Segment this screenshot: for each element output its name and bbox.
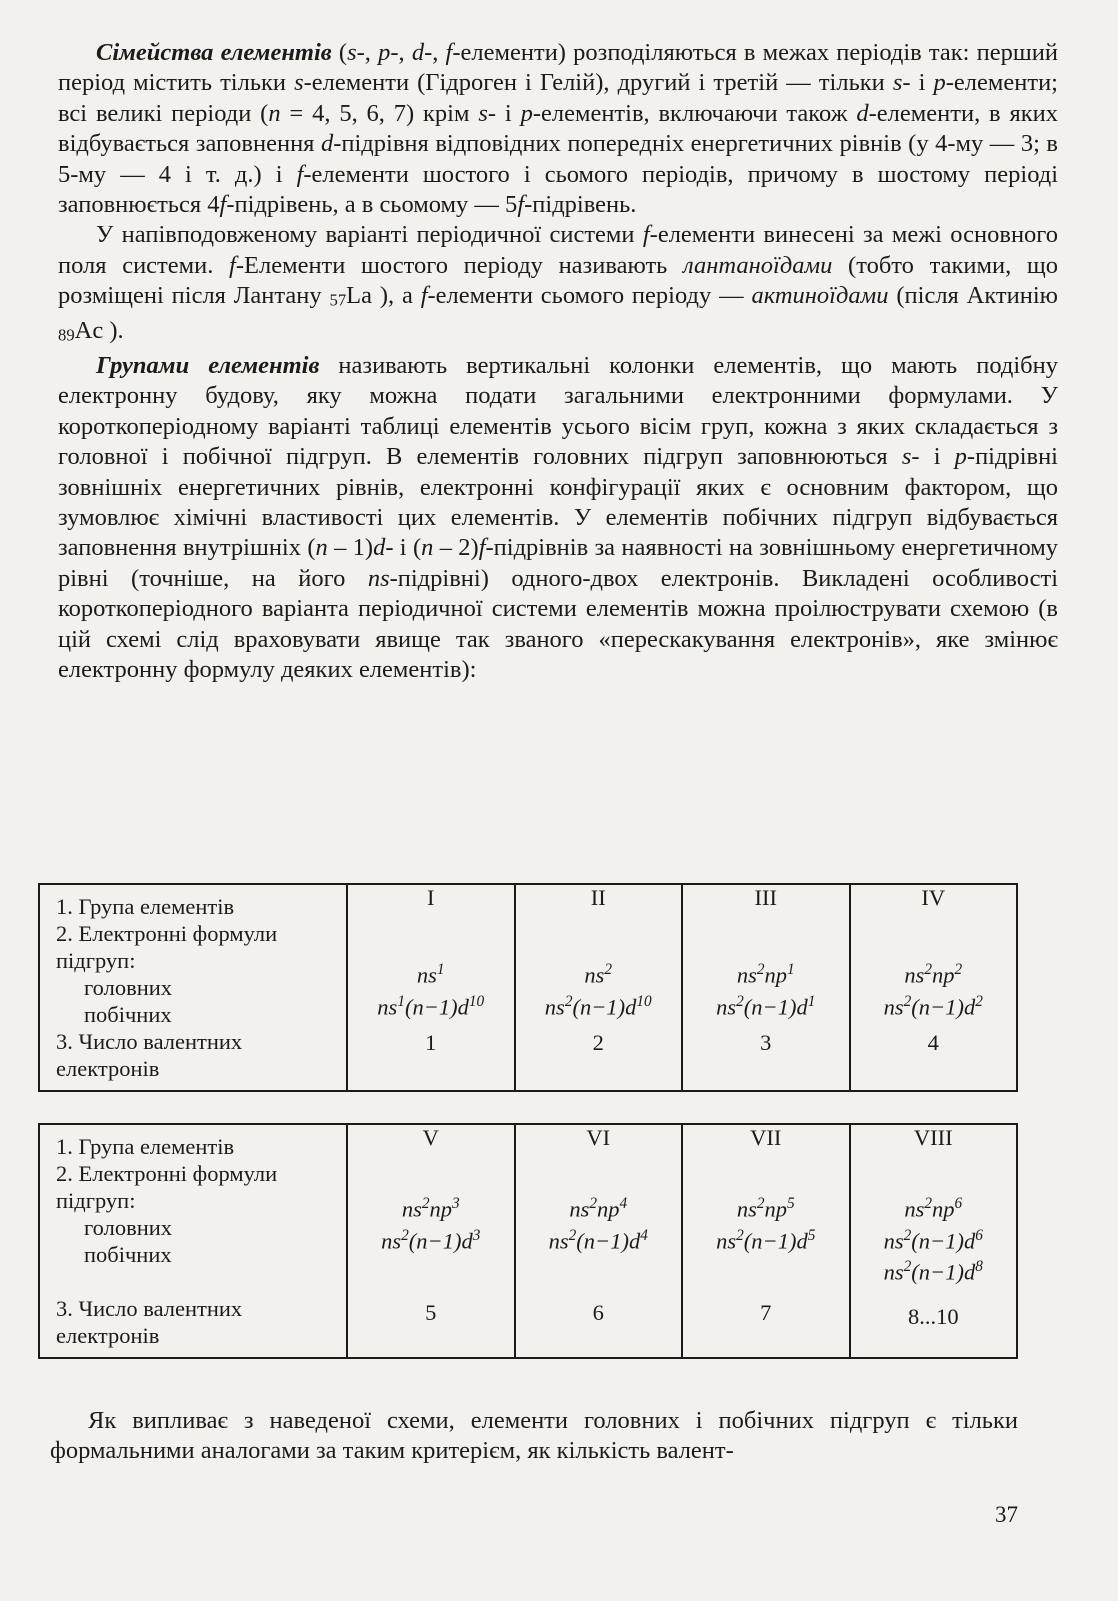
formula-exponent: 3 (472, 1226, 481, 1244)
row-labels (40, 885, 346, 1090)
formula-exponent: 2 (564, 992, 573, 1010)
formula-exponent: 5 (787, 1195, 795, 1212)
paragraph-element-families (58, 38, 1058, 220)
text-run: ). (103, 317, 124, 345)
valence-count: 2 (592, 1030, 604, 1055)
label-main: головних (84, 975, 173, 1000)
formula-exponent: 10 (468, 992, 485, 1010)
text-run: -, (390, 39, 412, 66)
term-lanthanoids: лантаноїдами (683, 251, 833, 279)
spacer (851, 1020, 1017, 1030)
spacer (56, 1268, 346, 1295)
formula-part: ns (377, 994, 398, 1019)
formula-exponent: 10 (636, 992, 652, 1010)
spacer (683, 911, 849, 957)
formula-part: (n−1)d (743, 994, 808, 1019)
spacer (516, 1151, 682, 1191)
group-numeral: I (427, 885, 435, 910)
side-subgroup-formula (516, 989, 682, 1021)
symbol: s (901, 443, 912, 471)
formula-part: ns (883, 994, 904, 1019)
label-group: 1. Група елементів (56, 894, 235, 919)
side-subgroup-formula (851, 1223, 1017, 1255)
text-run: -підрівні зовнішніх енергетичних рівнів, електронні конфігурації яких є основним фактором, що зумовлює хімічні властивості цих елементів. У елементів побічних підгруп відбувається заповнення внутрішніх ( (58, 443, 1058, 562)
spacer (348, 911, 514, 957)
symbol: s (892, 69, 903, 97)
symbol: s (347, 39, 357, 66)
group-column (850, 1124, 1018, 1358)
symbol: f (420, 282, 428, 310)
formula-part: (n−1)d (743, 1228, 808, 1253)
formula-exponent: 5 (807, 1226, 816, 1244)
formula-part: ns (904, 1196, 925, 1222)
element-symbol: La (346, 282, 372, 310)
formula-exponent: 4 (640, 1226, 648, 1244)
side-subgroup-formula-alt (851, 1254, 1017, 1286)
text-run: -елементи винесені за межі основного поля системи. (58, 221, 1058, 279)
text-run: (тобто такими, що розміщені після Лантану (58, 251, 1058, 310)
spacer (683, 1151, 849, 1191)
text-run: -підрівень, а в сьомому — 5 (226, 191, 518, 219)
formula-exponent: 1 (436, 961, 445, 978)
symbol: f (229, 251, 236, 279)
label-main: головних (84, 1215, 173, 1240)
formula-part: np (932, 962, 955, 988)
text-run: -елементи (Гідроген і Гелій), другий і третій — тільки (303, 69, 893, 97)
label-valence-2: електронів (56, 1323, 160, 1348)
formula-part: (n−1)d (408, 1228, 473, 1253)
text-run: ), а (371, 282, 421, 310)
formula-exponent: 2 (401, 1226, 409, 1244)
formula-part: ns (584, 962, 605, 988)
main-subgroup-formula (516, 957, 682, 989)
schema-table-groups-1-4 (38, 883, 1018, 1092)
formula-exponent: 2 (924, 961, 932, 978)
main-subgroup-formula (851, 957, 1017, 989)
label-formulas: 2. Електронні формули (56, 921, 278, 946)
spacer (851, 1286, 1017, 1304)
row-labels-cell (39, 1124, 347, 1358)
valence-count: 8...10 (907, 1303, 959, 1329)
group-numeral: III (754, 885, 777, 910)
text-run: (після Актинію (888, 282, 1058, 310)
spacer (851, 911, 1017, 957)
text-run: -елементи) розподіляються в межах періодів так: перший період містить тільки (58, 39, 1058, 97)
text-run: -елементи; всі великі періоди ( (58, 69, 1058, 127)
main-subgroup-formula (516, 1191, 682, 1223)
side-subgroup-formula (683, 1223, 849, 1255)
symbol: s (294, 69, 304, 97)
label-valence: 3. Число валентних (56, 1296, 243, 1321)
group-numeral: VI (586, 1125, 611, 1150)
formula-exponent: 2 (604, 961, 613, 978)
symbol: n (421, 534, 434, 562)
main-subgroup-formula (683, 957, 849, 989)
text-run: -підрівень. (524, 191, 637, 219)
formula-part: np (764, 962, 787, 988)
formula-part: (n−1)d (911, 994, 976, 1019)
spacer (516, 911, 682, 957)
side-subgroup-formula (348, 1223, 514, 1255)
paragraph-element-groups (58, 351, 1058, 685)
main-subgroup-formula (348, 1191, 514, 1223)
formula-exponent: 3 (452, 1195, 460, 1212)
group-numeral: V (422, 1125, 439, 1150)
valence-count: 1 (425, 1030, 437, 1055)
formula-exponent: 2 (421, 1195, 430, 1212)
text-run: називають вертикальні колонки елементів, що мають подібну електронну будову, яку можна подати загальними електронними формулами. У короткоперіодному варіанті таблиці елементів усього вісім груп, кожна з яких складається з головної і побічної підгруп. В елементів головних підгруп заповнюються (58, 352, 1058, 471)
spacer (851, 1151, 1017, 1191)
group-column (682, 1124, 850, 1358)
formula-part: (n−1)d (911, 1228, 976, 1253)
formula-exponent: 2 (736, 992, 744, 1010)
formula-part: ns (736, 962, 757, 988)
side-subgroup-formula (683, 989, 849, 1021)
text-run: -підрівні) одного-двох електронів. Викладені особливості короткоперіодного варіанта періодичної системи елементів можна проілюструвати схемою (в цій схемі слід враховувати явище так званого «перескакування електронів», яке змінює електронну формулу деяких елементів): (58, 564, 1058, 684)
symbol: ns (367, 564, 390, 592)
row-labels (40, 1125, 346, 1357)
side-subgroup-formula (516, 1223, 682, 1255)
term-element-families: Сімейства елементів (96, 39, 332, 66)
label-side: побічних (84, 1242, 172, 1267)
symbol: p (520, 99, 533, 127)
group-column (347, 1124, 515, 1358)
valence-count: 6 (592, 1300, 604, 1325)
text-run: - і (487, 99, 521, 127)
formula-exponent: 1 (807, 992, 816, 1010)
spacer (348, 1020, 514, 1030)
group-numeral: VII (750, 1125, 782, 1150)
formula-exponent: 1 (397, 992, 405, 1010)
formula-part: ns (401, 1196, 422, 1222)
formula-part: ns (883, 1228, 904, 1253)
formula-exponent: 4 (619, 1195, 628, 1212)
spacer (348, 1151, 514, 1191)
text-run: У напівподовженому варіанті періодичної системи (96, 221, 643, 249)
symbol: p (954, 443, 967, 471)
group-column (850, 884, 1018, 1091)
formula-part: ns (904, 962, 925, 988)
formula-part: ns (381, 1228, 402, 1253)
formula-exponent: 2 (756, 1195, 765, 1212)
main-subgroup-formula (683, 1191, 849, 1223)
formula-part: np (932, 1196, 955, 1222)
symbol: p (933, 69, 946, 97)
symbol: f (517, 191, 525, 219)
formula-exponent: 2 (589, 1195, 597, 1212)
symbol: f (445, 39, 453, 66)
formula-exponent: 1 (787, 961, 795, 978)
formula-exponent: 2 (903, 992, 912, 1010)
formula-part: np (597, 1196, 620, 1222)
table-row (39, 1124, 1017, 1358)
text-run: -підрівня відповідних попередніх енергетичних рівнів (у 4-му — 3; в 5-му — 4 і т. д.) і (58, 130, 1058, 188)
symbol: d (373, 534, 386, 562)
main-subgroup-formula (348, 957, 514, 989)
table-row (39, 884, 1017, 1091)
side-subgroup-formula (851, 989, 1017, 1021)
schema-table-groups-5-8 (38, 1123, 1018, 1359)
text-run: -елементи сьомого періоду — (427, 282, 752, 310)
spacer (348, 1254, 514, 1300)
text-run: – 2) (433, 534, 479, 562)
group-numeral: VIII (913, 1125, 953, 1150)
valence-count: 5 (425, 1300, 437, 1325)
term-actinoids: актиноїдами (751, 282, 889, 310)
formula-exponent: 2 (756, 961, 765, 978)
formula-exponent: 2 (736, 1226, 744, 1244)
group-column (515, 884, 683, 1091)
atomic-number: 57 (329, 290, 347, 310)
formula-part: (n−1)d (911, 1259, 976, 1285)
text-run: -, (424, 39, 446, 66)
formula-part: np (764, 1196, 787, 1222)
formula-part: np (429, 1196, 452, 1222)
label-side: побічних (84, 1002, 172, 1027)
symbol: f (642, 221, 650, 249)
formula-exponent: 2 (903, 1258, 912, 1275)
term-element-groups: Групами елементів (96, 352, 320, 380)
group-column (515, 1124, 683, 1358)
formula-part: ns (716, 994, 737, 1019)
text-run: -елементів, включаючи також (532, 99, 857, 127)
symbol: s (478, 99, 488, 127)
side-subgroup-formula (348, 989, 514, 1021)
formula-exponent: 2 (903, 1226, 912, 1244)
formula-exponent: 6 (975, 1226, 983, 1244)
label-group: 1. Група елементів (56, 1134, 235, 1159)
formula-exponent: 2 (954, 961, 963, 978)
valence-count: 7 (760, 1300, 772, 1325)
symbol: f (478, 534, 486, 562)
text-run: = 4, 5, 6, 7) крім (280, 99, 479, 127)
text-run: -Елементи шостого періоду називають (235, 251, 683, 279)
group-column (682, 884, 850, 1091)
valence-count: 4 (927, 1030, 939, 1055)
formula-part: ns (736, 1196, 757, 1222)
body-text (58, 38, 1058, 686)
text-run: - і (902, 69, 934, 97)
formula-part: (n−1)d (572, 994, 637, 1019)
row-labels-cell (39, 884, 347, 1091)
atomic-number: 89 (58, 325, 75, 345)
symbol: d (320, 130, 334, 158)
symbol: d (856, 99, 869, 127)
text-run: ( (331, 39, 348, 66)
text-run: -, (356, 39, 379, 66)
group-column (347, 884, 515, 1091)
text-run: - і ( (385, 534, 422, 562)
element-symbol: Ac (74, 317, 104, 345)
main-subgroup-formula (851, 1191, 1017, 1223)
formula-part: ns (569, 1196, 590, 1222)
spacer (516, 1254, 682, 1300)
formula-part: ns (548, 1228, 569, 1253)
symbol: f (296, 160, 304, 188)
label-subgroups: підгруп: (56, 1188, 136, 1213)
spacer (683, 1020, 849, 1030)
text-run: -елементи шостого і сьомого періодів, причому в шостому періоді заповнюється 4 (58, 160, 1059, 219)
formula-exponent: 2 (568, 1226, 577, 1244)
formula-exponent: 2 (975, 992, 983, 1010)
text-run: -підрівнів за наявності на зовнішньому енергетичному рівні (точніше, на його (58, 534, 1058, 592)
text-run: - і (911, 443, 955, 471)
formula-exponent: 6 (954, 1195, 963, 1212)
symbol: d (411, 39, 425, 66)
closing-paragraph: Як випливає з наведеної схеми, елементи головних і побічних підгруп є тільки формальними аналогами за таким критерієм, як кількість валент- (50, 1407, 1018, 1464)
label-formulas: 2. Електронні формули (56, 1161, 278, 1186)
text-run: – 1) (327, 534, 374, 562)
label-subgroups: підгруп: (56, 948, 136, 973)
formula-part: ns (544, 994, 565, 1019)
formula-part: (n−1)d (404, 994, 469, 1019)
label-valence: 3. Число валентних (56, 1029, 243, 1054)
spacer (516, 1020, 682, 1030)
formula-part: (n−1)d (576, 1228, 641, 1253)
paragraph-f-elements (58, 220, 1058, 351)
label-valence-2: електронів (56, 1056, 160, 1081)
formula-part: ns (716, 1228, 737, 1253)
symbol: f (219, 191, 227, 219)
formula-part: ns (416, 962, 437, 988)
page-number: 37 (995, 1502, 1018, 1527)
symbol: n (268, 99, 281, 127)
valence-count: 3 (760, 1030, 772, 1055)
text-run: -елементи, в яких відбувається заповнення (58, 99, 1058, 158)
group-numeral: IV (921, 885, 946, 910)
spacer (683, 1254, 849, 1300)
symbol: n (315, 534, 328, 562)
formula-exponent: 2 (924, 1195, 932, 1212)
symbol: p (378, 39, 391, 66)
formula-part: ns (883, 1259, 904, 1285)
formula-exponent: 8 (975, 1258, 983, 1275)
group-numeral: II (590, 885, 606, 910)
